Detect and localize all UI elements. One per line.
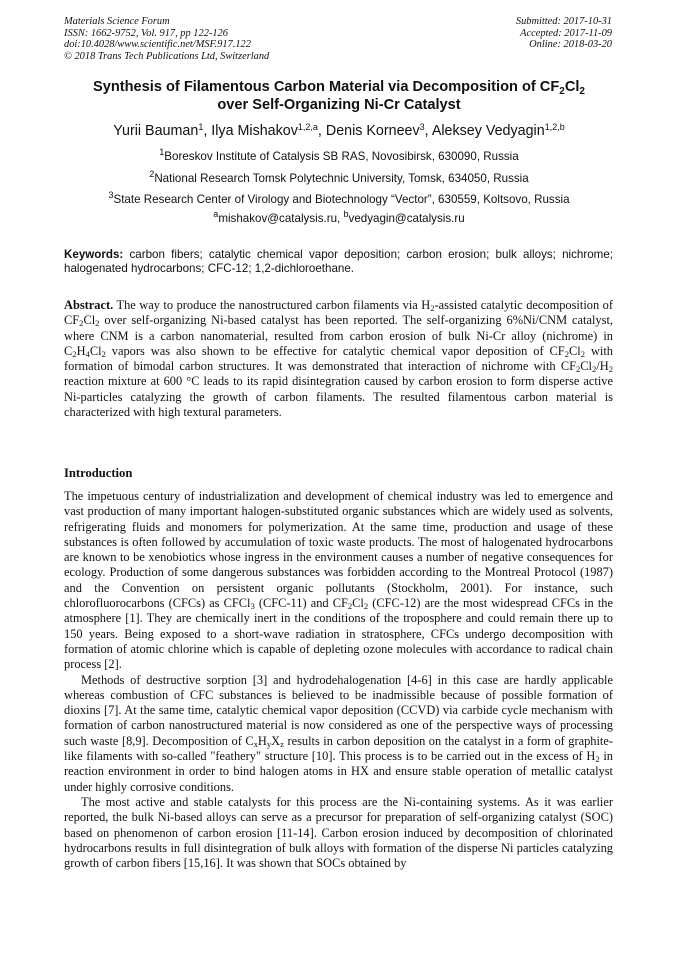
keywords-label: Keywords: xyxy=(64,248,124,261)
journal-name: Materials Science Forum xyxy=(64,16,170,27)
author-name: Denis Korneev xyxy=(325,123,420,139)
email-link[interactable]: mishakov@catalysis.ru xyxy=(218,212,338,225)
section-heading-introduction: Introduction xyxy=(64,466,133,480)
copyright-line: © 2018 Trans Tech Publications Ltd, Switzerland xyxy=(64,50,270,62)
online-date: Online: 2018-03-20 xyxy=(529,39,612,51)
author-name: Ilya Mishakov xyxy=(211,123,298,139)
title-line-2: over Self-Organizing Ni-Cr Catalyst xyxy=(217,97,461,113)
submitted-date: Submitted: 2017-10-31 xyxy=(515,16,612,27)
abstract-label: Abstract. xyxy=(64,298,114,312)
keywords-text: carbon fibers; catalytic chemical vapor deposition; carbon erosion; bulk alloys; nichrome; halogenated hydrocarbons; CFC-12; 1,2-dichloroethane. xyxy=(64,248,613,276)
paper-title xyxy=(40,78,638,114)
abstract: Abstract. The way to produce the nanostructured carbon filaments via $H_2$-assisted catalytic decomposition of $CF_2Cl_2$ over self-organizing Ni-based catalyst has been reported. The self-organizing 6%Ni/CNM catalyst, where CNM is a carbon nanomaterial, resulted from carbon erosion of bulk Ni-Cr alloy (nichrome) in $C_2H_4Cl_2$ vapors was also shown to be effective for catalytic chemical vapor deposition of $CF_2Cl_2$ with formation of bimodal carbon structures. It was demonstrated that interaction of nichrome with $CF_2Cl_2/H_2$ reaction mixture at 600 °C leads to its rapid disintegration caused by carbon erosion to form disperse active Ni-particles catalyzing the growth of carbon filaments. The resulted filamentous carbon material is characterized with high textural parameters. xyxy=(64,298,613,420)
keywords xyxy=(64,248,613,277)
issn-line: ISSN: 1662-9752, Vol. 917, pp 122-126 xyxy=(64,27,228,39)
author-name: Aleksey Vedyagin xyxy=(431,123,545,139)
affiliation-3: $^3$State Research Center of Virology and Biotechnology “Vector”, 630559, Koltsovo, Russia xyxy=(108,190,570,206)
affiliation-1: $^1$Boreskov Institute of Catalysis SB RAS, Novosibirsk, 630090, Russia xyxy=(159,147,519,163)
intro-paragraph-1: The impetuous century of industrialization and development of chemical industry was led to emergence and vast production of many important halogen-substituted organic substances which are widely used as solvents, refrigerating fluids and monomers for polymerization. At the same time, production and usage of these substances is often followed by accumulation of toxic waste products. The most of halogenated hydrocarbons are known to be xenobiotics whose ingress in the environment causes a number of negative consequences for ecology. Production of some dangerous substances was forbidden according to the Montreal Protocol (1987) and the Convention on persistent organic pollutants (Stockholm, 2001). For instance, such chlorofluorocarbons (CFCs) as CFCl$_3$ (CFC-11) and $CF_2Cl_2$ (CFC-12) are the most widespread CFCs in the atmosphere [1]. They are chemically inert in the conditions of the troposphere and could remain there up to 150 years. Being exposed to a short-wave radiation in stratosphere, CFCs undergo decomposition with formation of atomic chlorine which is capable of depleting ozone molecules with accordance to radical chain process [2]. xyxy=(64,489,613,672)
intro-paragraph-2: Methods of destructive sorption [3] and hydrodehalogenation [4-6] in this case are hardly applicable whereas combustion of CFC substances is believed to be inadmissible because of possible formation of dioxins [7]. At the same time, catalytic chemical vapor deposition (CCVD) via carbide cycle mechanism with formation of carbon nanostructured material is now considered as one of the perspective ways of processing such waste [8,9]. Decomposition of $C_xH_yX_z$ results in carbon deposition on the catalyst in a form of graphite-like filaments with so-called "feathery" structure [10]. This process is to be carried out in the excess of $H_2$ in reaction environment in order to bind halogen atoms in HX and ensure stable operation of metallic catalyst under highly corrosive conditions. xyxy=(64,672,613,794)
affiliation-2: $^2$National Research Tomsk Polytechnic University, Tomsk, 634050, Russia xyxy=(149,169,529,185)
journal-header-left xyxy=(64,16,269,62)
introduction-body xyxy=(64,489,613,871)
journal-header-right xyxy=(516,16,612,51)
author-name: Yurii Bauman xyxy=(113,123,199,139)
author-emails: $^a$mishakov@catalysis.ru, $^b$vedyagin@catalysis.ru xyxy=(213,209,465,225)
title-line-1: Synthesis of Filamentous Carbon Material via Decomposition of $CF_2Cl_2$ xyxy=(93,79,585,97)
accepted-date: Accepted: 2017-11-09 xyxy=(520,27,612,39)
author-list: Yurii Bauman$^1$, Ilya Mishakov$^{1,2,a}$, Denis Korneev$^3$, Aleksey Vedyagin$^{1,2,b}$ xyxy=(113,122,565,139)
email-link[interactable]: vedyagin@catalysis.ru xyxy=(348,212,465,225)
doi-line: doi:10.4028/www.scientific.net/MSF.917.122 xyxy=(64,39,251,51)
intro-paragraph-3: The most active and stable catalysts for this process are the Ni-containing systems. As it was earlier reported, the bulk Ni-based alloys can serve as a precursor for preparation of self-organizing catalyst (SOC) based on phenomenon of carbon erosion [11-14]. Carbon erosion induced by decomposition of chlorinated hydrocarbons results in full disintegration of bulk alloys with formation of the disperse Ni particles catalyzing growth of carbon fibers [15,16]. It was shown that SOCs obtained by xyxy=(64,794,613,871)
